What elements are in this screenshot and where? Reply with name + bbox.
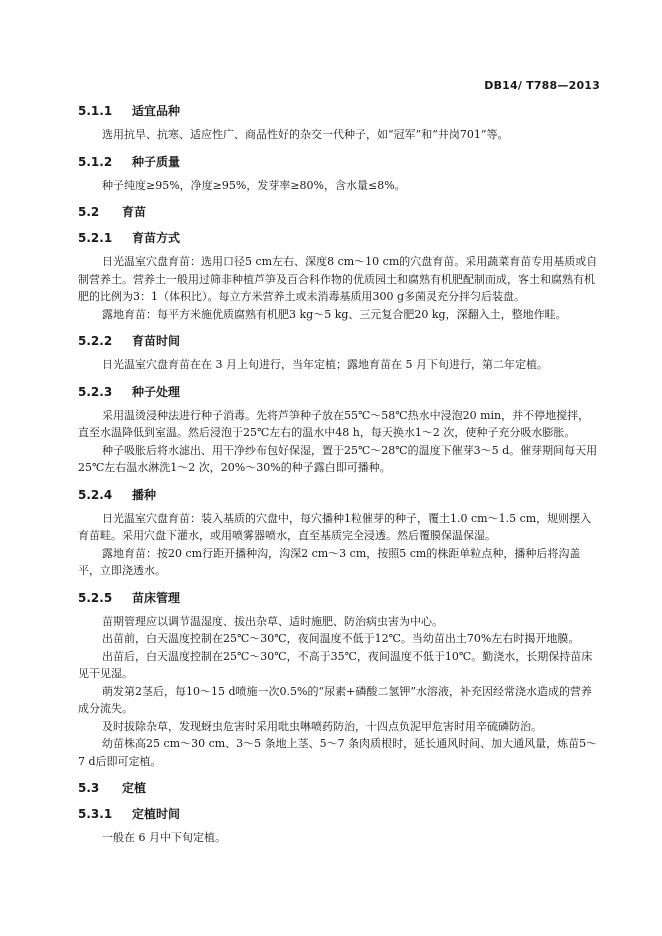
- section-heading: [78, 589, 598, 607]
- paragraph: 日光温室穴盘育苗：装入基质的穴盘中，每穴播种1粒催芽的种子，覆土1.0 cm～1.5 cm，规则摆入育苗畦。采用穴盘下灌水，或用喷雾器喷水，直至基质完全浸透。然后覆膜保温保湿。: [78, 511, 592, 542]
- paragraph: 选用抗旱、抗寒、适应性广、商品性好的杂交一代种子，如“冠军”和“井岗701”等。: [102, 128, 509, 141]
- section-title: 定植时间: [132, 807, 181, 821]
- section-heading: [78, 383, 598, 401]
- section-heading: [78, 153, 598, 171]
- section-heading: [78, 102, 598, 120]
- section-number: 5.2.4: [78, 487, 113, 502]
- paragraph: 出苗后，白天温度控制在25℃～30℃，不高于35℃，夜间温度不低于10℃。勤浇水，长期保持苗床见干见湿。: [78, 649, 593, 680]
- section-title: 苗床管理: [132, 590, 181, 605]
- section-title: 育苗方式: [132, 231, 181, 245]
- section-heading: [78, 486, 598, 504]
- document-body: [78, 102, 598, 847]
- paragraph: 日光温室穴盘育苗：选用口径5 cm左右、深度8 cm～10 cm的穴盘育苗。采用蔬菜育苗专用基质或自制营养土。营养土一般用过筛非种植芦笋及百合科作物的优质园土和腐熟有机肥配制而成，客土和腐熟有机肥的比例为3：1（体积比）。每立方米营养土或未消毒基质用300 g多菌灵充分拌匀后装盘。: [78, 255, 598, 303]
- section-number: 5.1.1: [78, 104, 113, 118]
- section-title: 播种: [132, 487, 157, 502]
- section-title: 适宜品种: [132, 104, 181, 118]
- paragraph: 种子纯度≥95%，净度≥95%，发芽率≥80%，含水量≤8%。: [102, 178, 406, 192]
- section-number: 5.2.3: [78, 384, 113, 399]
- section-heading: [78, 203, 598, 221]
- paragraph: 出苗前，白天温度控制在25℃～30℃，夜间温度不低于12℃。当幼苗出土70%左右时揭开地膜。: [102, 632, 580, 645]
- section-title: 种子处理: [132, 384, 181, 399]
- section-number: 5.2.2: [78, 334, 113, 348]
- section-heading: [78, 332, 598, 350]
- section-heading: [78, 805, 598, 823]
- paragraph: 幼苗株高25 cm～30 cm、3～5 条地上茎、5～7 条肉质根时，延长通风时间、加大通风量，炼苗5～7 d后即可定植。: [78, 737, 598, 768]
- section-number: 5.3: [78, 781, 100, 795]
- section-title: 育苗时间: [132, 334, 181, 348]
- section-title: 种子质量: [132, 154, 181, 169]
- section-number: 5.1.2: [78, 154, 113, 169]
- paragraph: 萌发第2茎后，每10～15 d喷施一次0.5%的“尿素+磷酸二氢钾”水溶液，补充因经常浇水造成的营养成分流失。: [78, 684, 592, 715]
- section-number: 5.2.1: [78, 231, 113, 245]
- section-title: 定植: [122, 781, 147, 795]
- section-title: 育苗: [122, 205, 147, 219]
- section-heading: [78, 229, 598, 247]
- paragraph: 种子吸胀后将水滤出、用干净纱布包好保湿，置于25℃～28℃的温度下催芽3～5 d。催芽期间每天用25℃左右温水淋洗1～2 次，20%～30%的种子露白即可播种。: [78, 443, 598, 474]
- section-number: 5.2.5: [78, 590, 113, 605]
- document-code-header: DB14/ T788—2013: [484, 79, 600, 92]
- section-heading: [78, 779, 598, 797]
- paragraph: 采用温烫浸种法进行种子消毒。先将芦笋种子放在55℃～58℃热水中浸泡20 min，并不停地搅拌，直至水温降低到室温。然后浸泡于25℃左右的温水中48 h，每天换水1～2 次，使种子充分吸水膨胀。: [78, 408, 590, 439]
- paragraph: 日光温室穴盘育苗在在 3 月上旬进行，当年定植；露地育苗在 5 月下旬进行，第二年定植。: [102, 358, 548, 371]
- paragraph: 苗期管理应以调节温湿度、拔出杂草、适时施肥、防治病虫害为中心。: [102, 614, 443, 628]
- paragraph: 一般在 6 月中下旬定植。: [102, 831, 226, 844]
- paragraph: 露地育苗：按20 cm行距开播种沟，沟深2 cm～3 cm，按照5 cm的株距单粒点种，播种后将沟盖平，立即浇透水。: [78, 546, 581, 577]
- paragraph: 露地育苗：每平方米施优质腐熟有机肥3 kg～5 kg、三元复合肥20 kg，深翻入土，整地作畦。: [102, 307, 567, 321]
- section-number: 5.2: [78, 205, 100, 219]
- section-number: 5.3.1: [78, 807, 113, 821]
- paragraph: 及时拔除杂草，发现蚜虫危害时采用吡虫啉喷药防治，十四点负泥甲危害时用辛硫磷防治。: [102, 719, 542, 733]
